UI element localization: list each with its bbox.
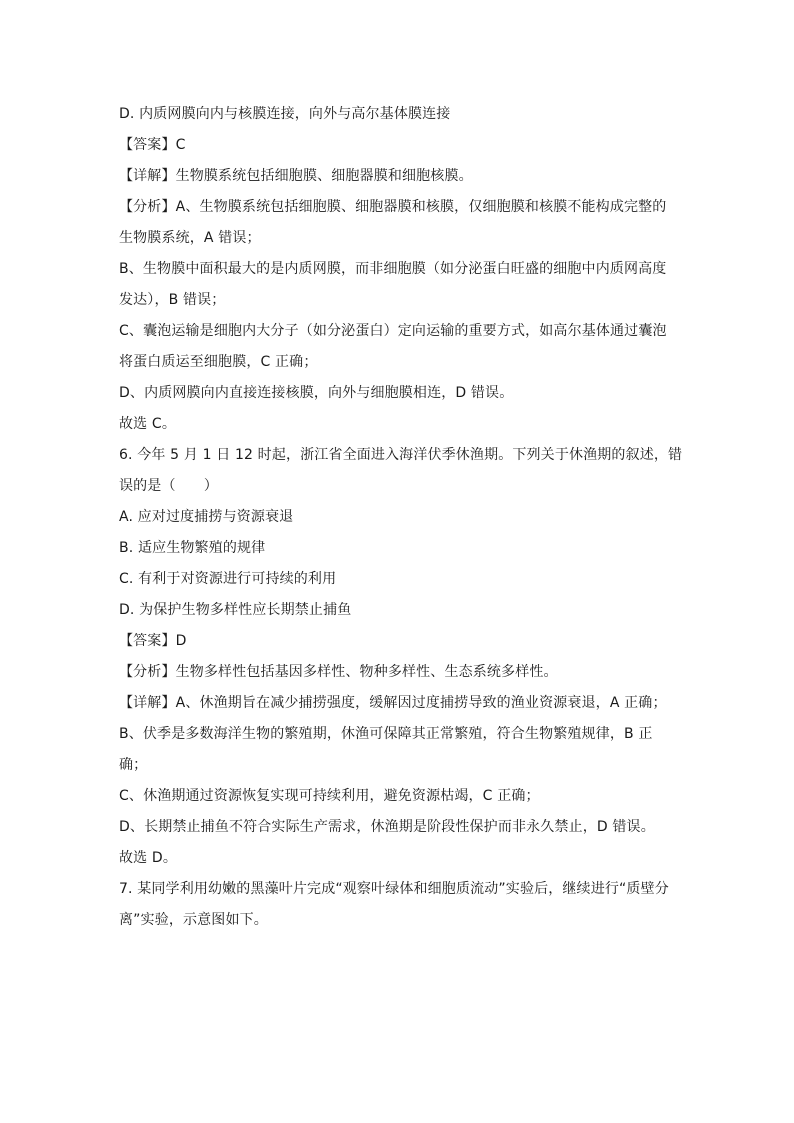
q6-option-b: B. 适应生物繁殖的规律 <box>119 540 266 556</box>
q5-analysis-line: 生物膜系统，A 错误； <box>119 230 261 246</box>
q5-answer: 【答案】C <box>119 137 186 153</box>
q5-option-d: D. 内质网膜向内与核膜连接，向外与高尔基体膜连接 <box>119 106 451 122</box>
q6-stem-line: 误的是（ ） <box>119 478 219 494</box>
q6-option-d: D. 为保护生物多样性应长期禁止捕鱼 <box>119 602 352 618</box>
q6-analysis: 【分析】生物多样性包括基因多样性、物种多样性、生态系统多样性。 <box>119 664 558 680</box>
q6-stem-line: 6. 今年 5 月 1 日 12 时起，浙江省全面进入海洋伏季休渔期。下列关于休渔期的叙述，错 <box>119 447 683 463</box>
q6-detail-line: B、伏季是多数海洋生物的繁殖期，休渔可保障其正常繁殖，符合生物繁殖规律，B 正 <box>119 726 653 742</box>
q5-analysis-line: C、囊泡运输是细胞内大分子（如分泌蛋白）定向运输的重要方式，如高尔基体通过囊泡 <box>119 323 667 339</box>
q6-conclusion: 故选 D。 <box>119 850 177 866</box>
q6-detail-line: C、休渔期通过资源恢复实现可持续利用，避免资源枯竭，C 正确； <box>119 788 540 804</box>
document-page <box>119 99 683 936</box>
q5-detail: 【详解】生物膜系统包括细胞膜、细胞器膜和细胞核膜。 <box>119 168 473 184</box>
q6-option-a: A. 应对过度捕捞与资源衰退 <box>119 509 294 525</box>
q6-detail-line: 【详解】A、休渔期旨在减少捕捞强度，缓解因过度捕捞导致的渔业资源衰退，A 正确； <box>119 695 667 711</box>
q7-stem-line: 离”实验，示意图如下。 <box>119 912 268 928</box>
q5-analysis-line: B、生物膜中面积最大的是内质网膜，而非细胞膜（如分泌蛋白旺盛的细胞中内质网高度 <box>119 261 667 277</box>
q5-analysis-line: D、内质网膜向内直接连接核膜，向外与细胞膜相连，D 错误。 <box>119 385 514 401</box>
q7-stem-line: 7. 某同学利用幼嫩的黑藻叶片完成“观察叶绿体和细胞质流动”实验后，继续进行“质壁分 <box>119 881 669 897</box>
q5-analysis-line: 【分析】A、生物膜系统包括细胞膜、细胞器膜和核膜，仅细胞膜和核膜不能构成完整的 <box>119 199 667 215</box>
q6-answer: 【答案】D <box>119 633 187 649</box>
q6-detail-line: 确； <box>119 757 148 773</box>
q6-detail-line: D、长期禁止捕鱼不符合实际生产需求，休渔期是阶段性保护而非永久禁止，D 错误。 <box>119 819 655 835</box>
q6-option-c: C. 有利于对资源进行可持续的利用 <box>119 571 337 587</box>
q5-analysis-line: 发达），B 错误； <box>119 292 226 308</box>
q5-analysis-line: 将蛋白质运至细胞膜，C 正确； <box>119 354 318 370</box>
q5-conclusion: 故选 C。 <box>119 416 176 432</box>
